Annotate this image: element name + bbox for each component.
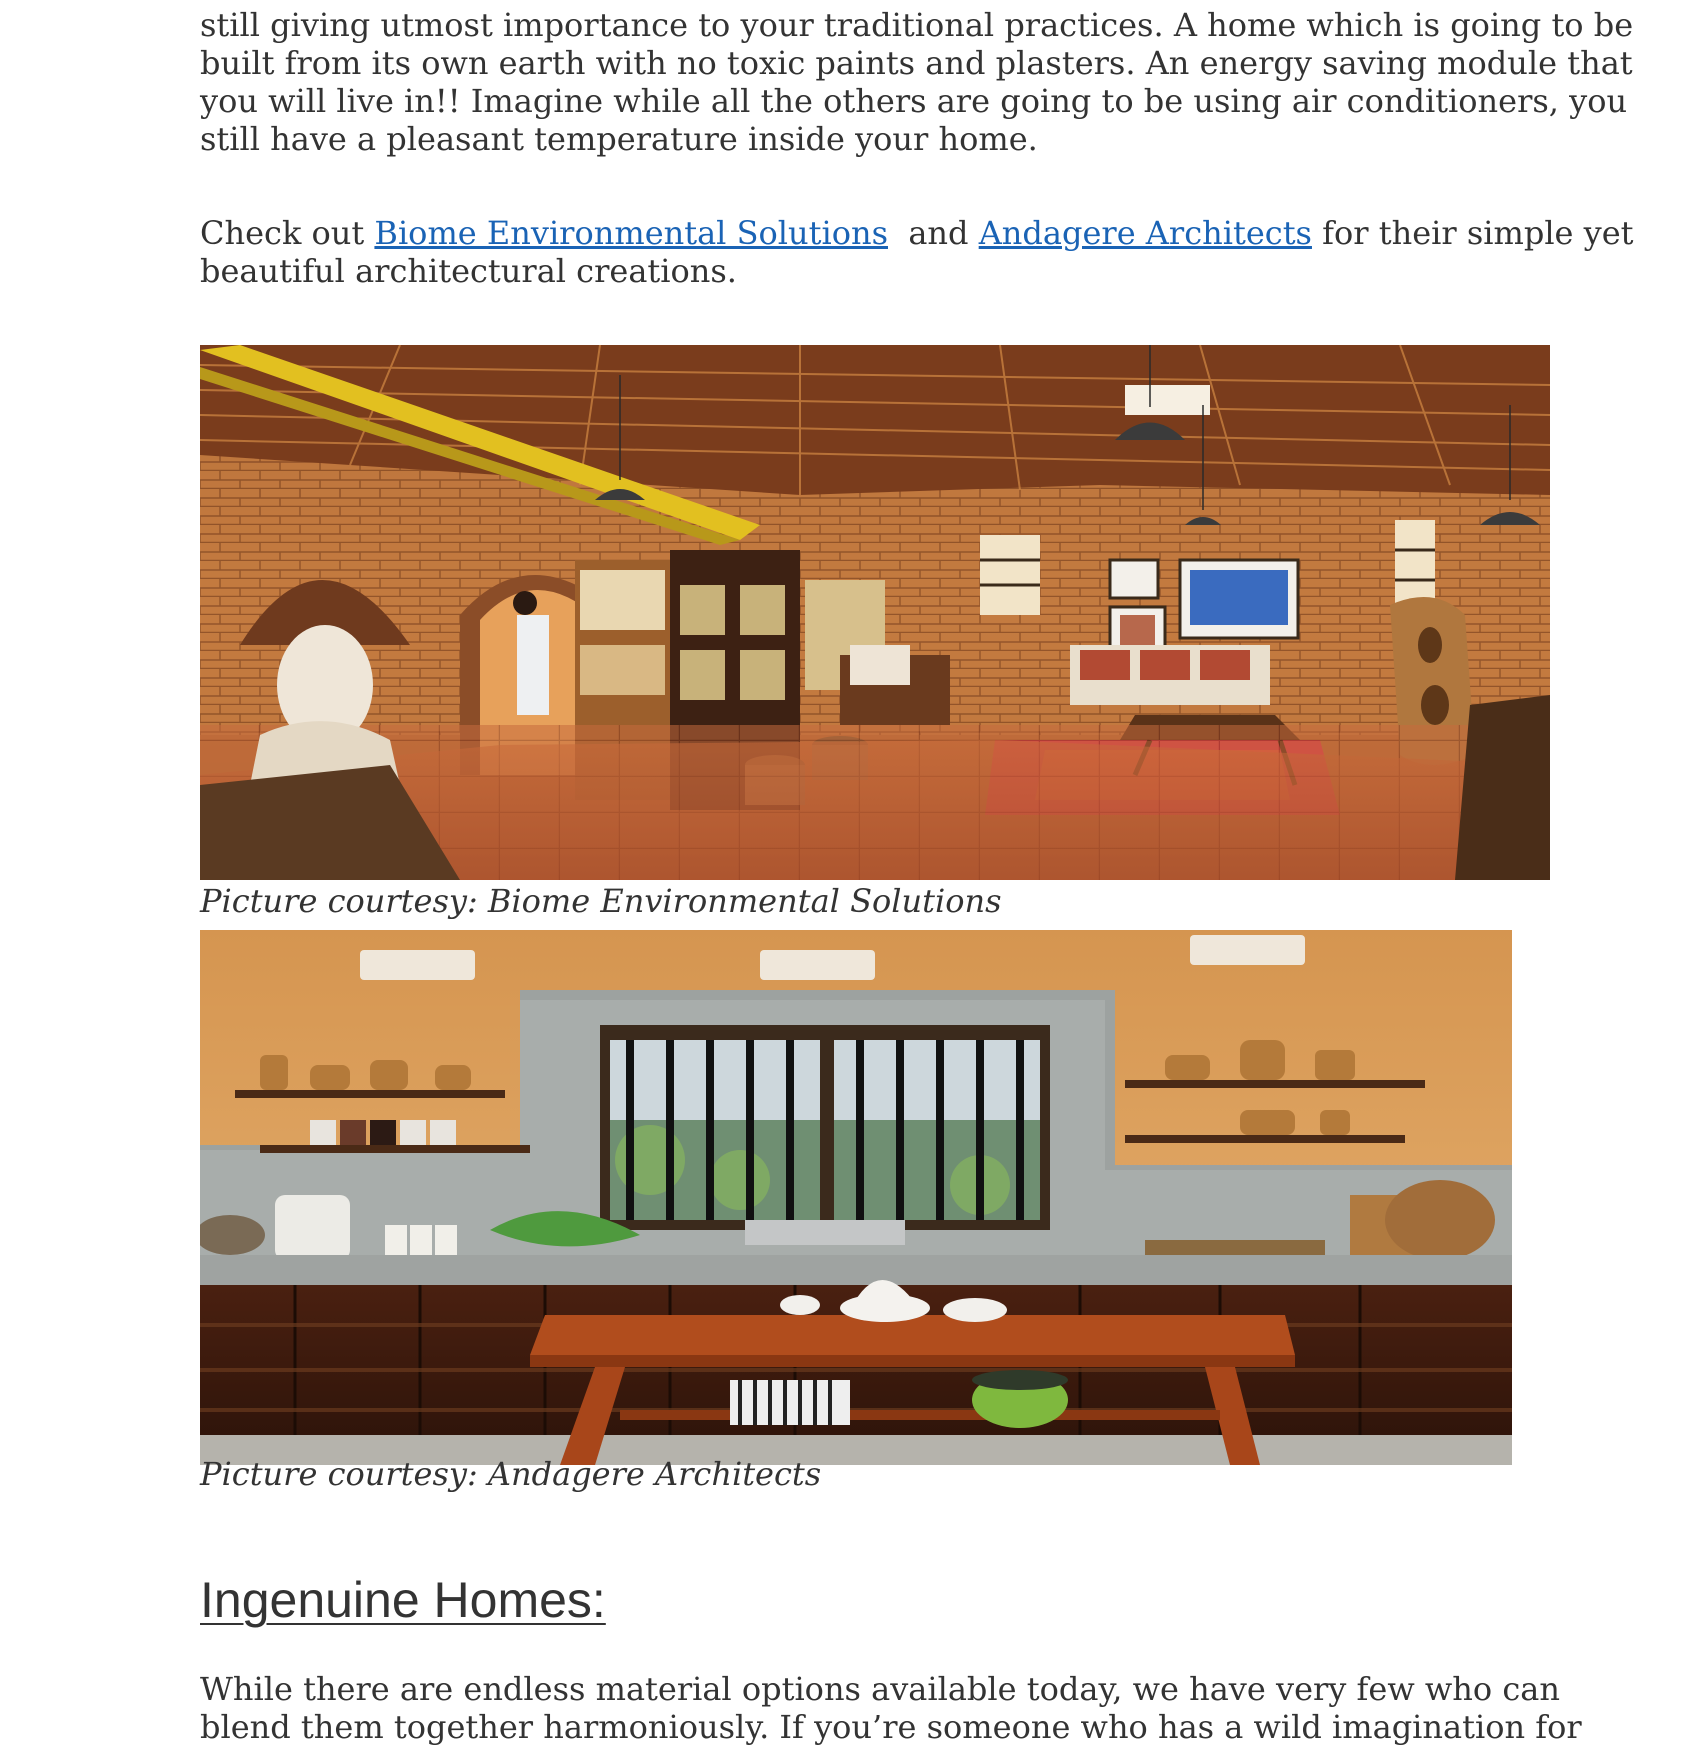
intro-paragraph [200,6,1634,158]
intro-line: you will live in!! Imagine while all the others are going to be using air conditioners, you [200,82,1628,120]
kitchen-photo [200,930,1512,1465]
photo-caption-2: Picture courtesy: Andagere Architects [200,1455,822,1493]
andagere-link[interactable]: Andagere Architects [978,214,1312,252]
biome-link[interactable]: Biome Environmental Solutions [374,214,888,252]
living-room-photo [200,345,1550,880]
photo-caption-1: Picture courtesy: Biome Environmental Solutions [200,882,1002,920]
checkout-paragraph [200,214,1634,290]
section-paragraph [200,1670,1582,1746]
intro-line: still have a pleasant temperature inside your home. [200,120,1038,158]
section-heading: Ingenuine Homes: [200,1572,606,1628]
checkout-line-2: beautiful architectural creations. [200,252,737,290]
section-line: blend them together harmoniously. If you’re someone who has a wild imagination for [200,1708,1582,1746]
section-line: While there are endless material options available today, we have very few who can [200,1670,1560,1708]
intro-line: built from its own earth with no toxic paints and plasters. An energy saving module that [200,44,1633,82]
intro-line: still giving utmost importance to your traditional practices. A home which is going to be [200,6,1634,44]
checkout-line-1 [200,214,1634,252]
checkout-prefix: Check out [200,214,375,252]
checkout-suffix: for their simple yet [1311,214,1634,252]
checkout-middle: and [888,214,979,252]
